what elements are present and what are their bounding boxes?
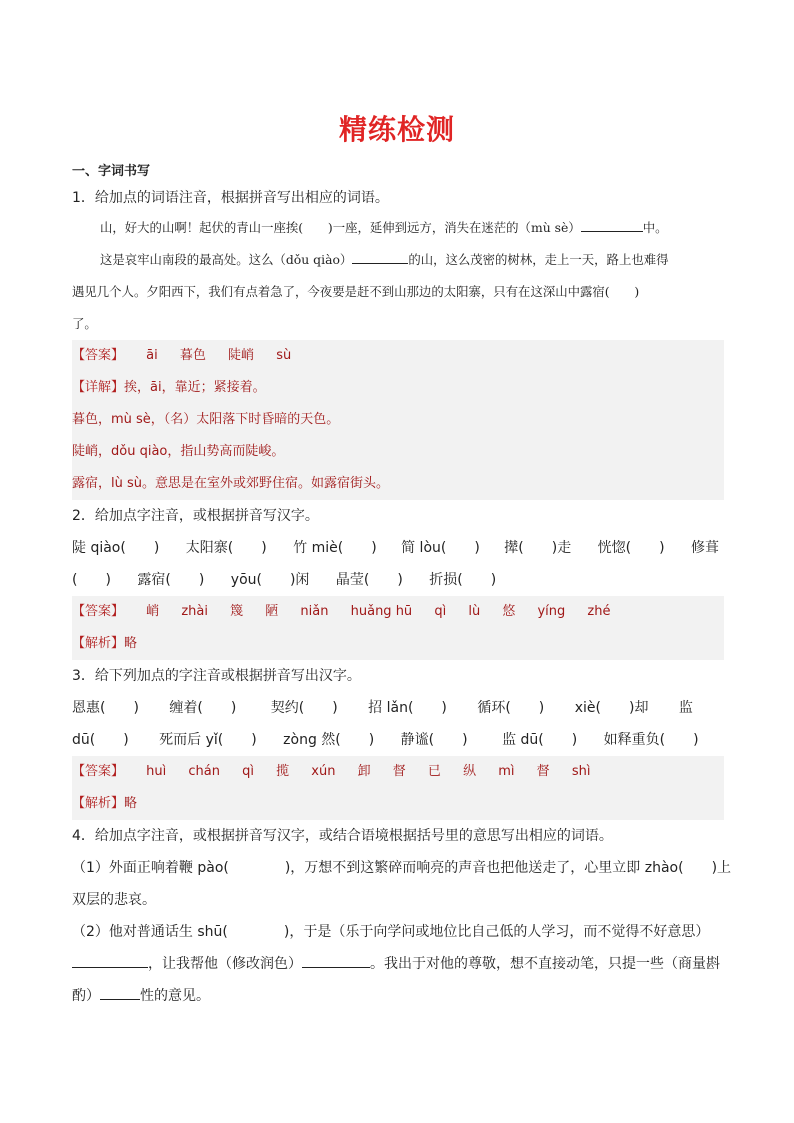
- answer-blank[interactable]: [100, 985, 140, 1000]
- question-1-answer: [72, 340, 724, 372]
- answer-item: sù: [276, 348, 292, 363]
- question-2-answer-block: [72, 596, 724, 660]
- question-1-detail-line: 暮色，mù sè，（名）太阳落下时昏暗的天色。: [72, 412, 340, 427]
- question-3-analysis: 【解析】略: [72, 796, 138, 811]
- question-2-items-row-1: 陡 qiào( ) 太阳寨( ) 竹 miè( ) 简 lòu( ) 撵( )走 恍惚( ) 修葺: [72, 540, 720, 556]
- question-4-stem: 4．给加点字注音，或根据拼音写汉字，或结合语境根据括号里的意思写出相应的词语。: [72, 828, 613, 844]
- answer-blank[interactable]: [352, 249, 408, 264]
- question-1-passage-line-4: 了。: [72, 316, 97, 331]
- question-1-passage-line-1: 山，好大的山啊！起伏的青山一座挨( )一座，延伸到远方，消失在迷茫的（mù sè） 中。: [72, 212, 724, 244]
- question-3-answer-block: [72, 756, 724, 820]
- question-4-sub-3: 酌） 性的意见。: [72, 980, 724, 1012]
- answer-item: 陡峭: [228, 348, 255, 363]
- answer-item: āi: [146, 348, 158, 363]
- question-3-items-row-1: 恩惠( ) 缠着( ) 契约( ) 招 lǎn( ) 循环( ) xiè( )却 监: [72, 700, 693, 716]
- question-1-detail-line: 陡峭，dǒu qiào，指山势高而陡峻。: [72, 444, 285, 459]
- answer-blank[interactable]: [72, 953, 148, 968]
- question-4-sub-1: （1）外面正响着鞭 pào( )，万想不到这繁碎而响亮的声音也把他送走了，心里立即 zhào( )上: [72, 860, 732, 876]
- answer-label: 【答案】: [72, 348, 125, 363]
- question-3-items-row-2: dū( ) 死而后 yǐ( ) zòng 然( ) 静谧( ) 监 dū( ) 如释重负( ): [72, 732, 699, 748]
- question-4-sub-1-cont: 双层的悲哀。: [72, 892, 156, 908]
- question-3-answer: 【答案】 huì chán qì 揽 xún 卸 督 已 纵 mì 督 shì: [72, 764, 591, 779]
- answer-item: 暮色: [179, 348, 206, 363]
- question-1-stem: 1．给加点的词语注音，根据拼音写出相应的词语。: [72, 190, 389, 206]
- question-1-detail: 【详解】挨，āi，靠近；紧接着。: [72, 380, 266, 395]
- question-2-items-row-2: ( ) 露宿( ) yōu( )闲 晶莹( ) 折损( ): [72, 572, 497, 588]
- question-1-passage-line-3: 遇见几个人。夕阳西下，我们有点着急了，今夜要是赶不到山那边的太阳寨，只有在这深山中露宿( ): [72, 284, 640, 299]
- question-2-stem: 2．给加点字注音，或根据拼音写汉字。: [72, 508, 319, 524]
- question-3-stem: 3．给下列加点的字注音或根据拼音写出汉字。: [72, 668, 361, 684]
- question-1-answer-block: [72, 340, 724, 500]
- question-2-answer: 【答案】 峭 zhài 篾 陋 niǎn huǎng hū qì lù 悠 yíng zhé: [72, 604, 611, 619]
- answer-blank[interactable]: [302, 953, 370, 968]
- page-title: 精练检测: [338, 113, 455, 146]
- question-1-passage-line-2: 这是哀牢山南段的最高处。这么（dǒu qiào） 的山，这么茂密的树林，走上一天，路上也难得: [72, 244, 724, 276]
- question-4-sub-2-cont: ，让我帮他（修改润色） 。我出于对他的尊敬，想不直接动笔，只提一些（商量斟: [72, 948, 724, 980]
- question-4-sub-2: （2）他对普通话生 shū( )，于是（乐于向学问或地位比自己低的人学习，而不觉得不好意思）: [72, 924, 710, 940]
- exercise-content: [72, 160, 732, 1012]
- answer-blank[interactable]: [581, 217, 643, 232]
- question-2-analysis: 【解析】略: [72, 636, 138, 651]
- question-1-detail-line: 露宿，lù sù。意思是在室外或郊野住宿。如露宿街头。: [72, 476, 389, 491]
- section-heading: 一、字词书写: [72, 164, 151, 179]
